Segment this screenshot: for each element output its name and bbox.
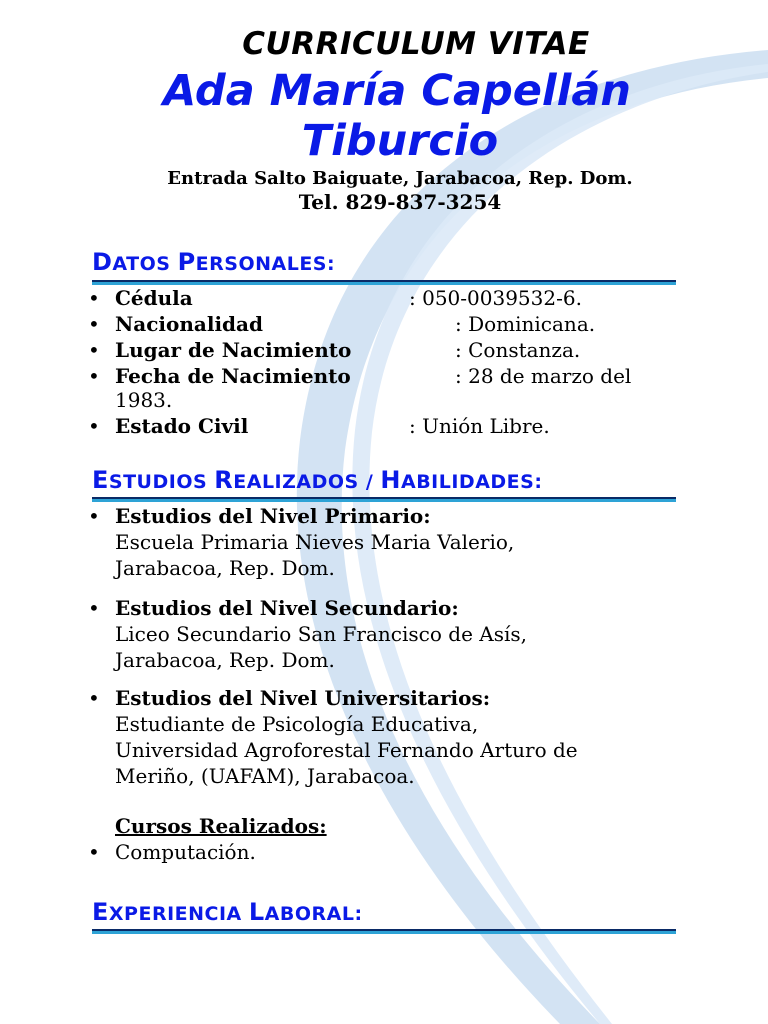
section-rule	[92, 929, 676, 934]
value-fecha-nacimiento: : 28 de marzo del	[455, 364, 632, 388]
bullet: •	[88, 312, 100, 336]
phone-number: Tel. 829-837-3254	[298, 190, 502, 214]
label-primario: Estudios del Nivel Primario:	[115, 504, 431, 528]
value-estado-civil: : Unión Libre.	[409, 414, 550, 438]
bullet: •	[88, 596, 100, 620]
primario-line2: Jarabacoa, Rep. Dom.	[115, 556, 335, 580]
person-name-line2: Tiburcio	[301, 116, 499, 166]
label-nacionalidad: Nacionalidad	[115, 312, 263, 336]
curso-item: Computación.	[115, 840, 256, 864]
label-fecha-nacimiento: Fecha de Nacimiento	[115, 364, 351, 388]
bullet: •	[88, 286, 100, 310]
universitario-line2: Universidad Agroforestal Fernando Arturo de	[115, 738, 578, 762]
address: Entrada Salto Baiguate, Jarabacoa, Rep. Dom.	[167, 168, 633, 189]
bullet: •	[88, 840, 100, 864]
secundario-line1: Liceo Secundario San Francisco de Asís,	[115, 622, 527, 646]
label-universitario: Estudios del Nivel Universitarios:	[115, 686, 491, 710]
universitario-line3: Meriño, (UAFAM), Jarabacoa.	[115, 764, 415, 788]
label-cedula: Cédula	[115, 286, 193, 310]
primario-line1: Escuela Primaria Nieves Maria Valerio,	[115, 530, 515, 554]
section-rule	[92, 497, 676, 502]
secundario-line2: Jarabacoa, Rep. Dom.	[115, 648, 335, 672]
cursos-heading: Cursos Realizados:	[115, 814, 327, 838]
label-secundario: Estudios del Nivel Secundario:	[115, 596, 459, 620]
bullet: •	[88, 504, 100, 528]
bullet: •	[88, 338, 100, 362]
person-name-line1: Ada María Capellán	[162, 66, 632, 116]
value-nacionalidad: : Dominicana.	[455, 312, 596, 336]
section-heading-studies: ESTUDIOS REALIZADOS / HABILIDADES:	[92, 466, 543, 494]
section-heading-experience: EXPERIENCIA LABORAL:	[92, 898, 363, 926]
section-heading-personal: DATOS PERSONALES:	[92, 248, 336, 276]
label-lugar-nacimiento: Lugar de Nacimiento	[115, 338, 352, 362]
value-cedula: : 050-0039532-6.	[409, 286, 582, 310]
value-lugar-nacimiento: : Constanza.	[455, 338, 581, 362]
bullet: •	[88, 364, 100, 388]
bullet: •	[88, 686, 100, 710]
universitario-line1: Estudiante de Psicología Educativa,	[115, 712, 479, 736]
bullet: •	[88, 414, 100, 438]
label-estado-civil: Estado Civil	[115, 414, 249, 438]
document-title: CURRICULUM VITAE	[242, 26, 590, 62]
value-fecha-nacimiento-cont: 1983.	[115, 388, 173, 412]
